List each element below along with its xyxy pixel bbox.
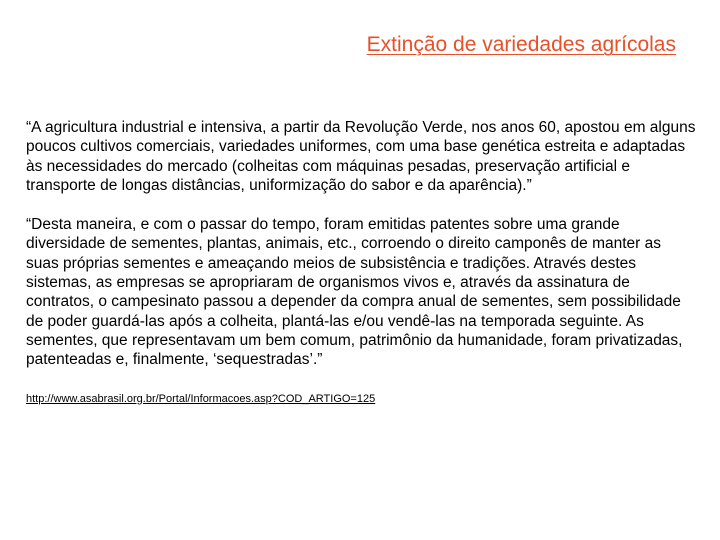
- quote-paragraph-patents: “Desta maneira, e com o passar do tempo, foram emitidas patentes sobre uma grande diversidade de sementes, plantas, animais, etc., corroendo o direito camponês de manter as suas próprias sementes e ameaçando meios de subsistência e tradições. Através destes sistemas, as empresas se apropriaram de organismos vivos e, através da assinatura de contratos, o campesinato passou a depender da compra anual de sementes, sem possibilidade de poder guardá-las após a colheita, plantá-las e/ou vendê-las na temporada seguinte. As sementes, que representavam um bem comum, patrimônio da humanidade, foram privatizadas, patenteadas e, finalmente, ‘sequestradas’.”: [26, 216, 683, 369]
- slide-content: [26, 118, 698, 407]
- slide-title: Extinção de variedades agrícolas: [366, 33, 676, 56]
- source-link[interactable]: http://www.asabrasil.org.br/Portal/Informacoes.asp?COD_ARTIGO=125: [26, 392, 376, 405]
- quote-paragraph-agriculture: “A agricultura industrial e intensiva, a partir da Revolução Verde, nos anos 60, apostou em alguns poucos cultivos comerciais, variedades uniformes, com uma base genética estreita e adaptadas às necessidades do mercado (colheitas com máquinas pesadas, preservação artificial e transporte de longas distâncias, uniformização do sabor e da aparência).”: [26, 119, 696, 194]
